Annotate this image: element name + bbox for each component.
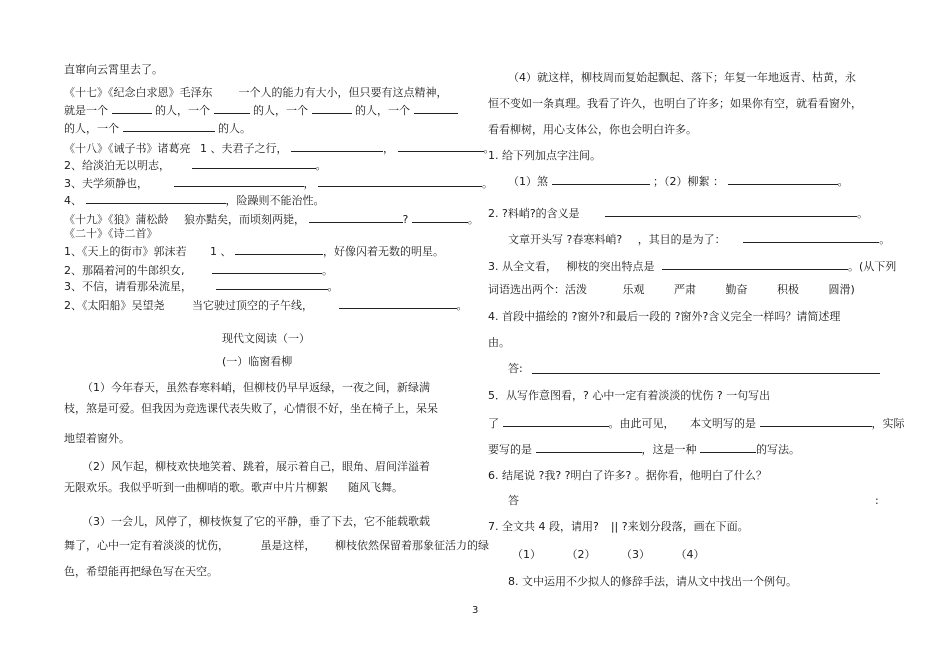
text-fragment: 3、不信，请看那朵流星， xyxy=(64,280,192,293)
text-fragment: 。 xyxy=(467,213,479,226)
text-fragment: ，其目的是为了： xyxy=(637,233,726,246)
blank[interactable] xyxy=(339,297,457,309)
answer-colon: : xyxy=(875,494,879,507)
text-fragment: 了 xyxy=(488,417,499,430)
question-line xyxy=(488,283,855,297)
text-fragment: 。由此可见， xyxy=(608,417,675,430)
section-slot[interactable]: （4） xyxy=(675,548,705,561)
text-fragment: 舞了，心中一定有着淡淡的忧伤， xyxy=(64,539,229,552)
blank[interactable] xyxy=(760,415,872,427)
blank[interactable] xyxy=(216,278,328,290)
option: 积极 xyxy=(777,283,799,296)
text-line xyxy=(64,192,325,208)
text-line xyxy=(64,211,479,227)
paragraph-line: （4）就这样，柳枝周而复始起飘起、落下；年复一年地返青、枯黄，永 xyxy=(508,71,856,84)
blank[interactable] xyxy=(318,175,482,187)
section-title: 现代文阅读（一） xyxy=(222,332,310,345)
blank[interactable] xyxy=(552,173,650,185)
text-fragment: 。 xyxy=(483,142,495,155)
question-1: 1. 给下列加点字注间。 xyxy=(488,149,601,162)
section-subtitle: (一）临窗看柳 xyxy=(222,355,293,368)
text-line xyxy=(64,278,339,294)
paragraph-line: （2）风乍起，柳枝欢快地笑着、跳着，展示着自己，眼角、眉间洋溢着 xyxy=(82,460,430,473)
text-fragment: 一个人的能力有大小，但只要有这点精神， xyxy=(238,86,448,99)
blank[interactable] xyxy=(662,258,848,270)
blank[interactable] xyxy=(86,192,226,204)
text-fragment: 7. 全文共 4 段，请用? xyxy=(488,520,599,533)
text-fragment: 。(从下列 xyxy=(848,260,897,273)
text-fragment: 柳枝依然保留着那象征活力的绿 xyxy=(335,539,489,552)
heading-20: 《二十》《诗二首》 xyxy=(64,227,158,240)
text-fragment: 的人。 xyxy=(218,122,251,135)
blank[interactable] xyxy=(123,120,215,132)
text-fragment: 1 、 xyxy=(210,245,232,258)
blank[interactable] xyxy=(700,441,756,453)
option: 圆滑) xyxy=(828,283,855,296)
section-slot[interactable]: （3） xyxy=(621,548,650,561)
question-5: 5．从写作意图看，? 心中一定有着淡淡的忧伤 ? 一句写出 xyxy=(488,389,771,402)
text-fragment: ， xyxy=(383,142,394,155)
text-line xyxy=(64,102,458,118)
text-fragment: 的人，一个 xyxy=(253,104,308,117)
text-fragment: 3. 从全文看， xyxy=(488,260,557,273)
blank[interactable] xyxy=(312,102,352,114)
text-line xyxy=(64,262,333,278)
question-8: 8. 文中运用不少拟人的修辞手法，请从文中找出一个例句。 xyxy=(508,575,797,588)
blank[interactable] xyxy=(212,262,322,274)
blank[interactable] xyxy=(536,441,642,453)
text-fragment: 当它驶过顶空的子午线， xyxy=(192,299,313,312)
option: 乐观 xyxy=(622,283,645,296)
text-fragment: 。 xyxy=(879,233,891,246)
blank[interactable] xyxy=(309,211,403,223)
answer-label: 答: xyxy=(508,362,523,375)
text-fragment: 。 xyxy=(857,207,869,220)
text-line xyxy=(64,86,448,100)
answer-line[interactable] xyxy=(532,373,880,374)
answer-label: 答 xyxy=(508,494,519,507)
text-fragment: 2. ?料峭?的含义是 xyxy=(488,207,580,220)
paragraph-line: 看看柳树，用心支体公，你也会明白许多。 xyxy=(488,123,697,136)
text-fragment: 的写法。 xyxy=(756,443,800,456)
text-fragment: 1、《天上的街市》郭沫若 xyxy=(64,245,187,258)
paragraph-line: 地望着窗外。 xyxy=(64,432,130,445)
text-line xyxy=(64,175,493,191)
text-fragment: 4、 xyxy=(64,194,82,207)
blank[interactable] xyxy=(214,102,250,114)
text-fragment: 2、给淡泊无以明志， xyxy=(64,159,170,172)
text-fragment: 本文明写的是 xyxy=(690,417,756,430)
text-fragment: 狼亦黠矣，而顷刻两毙， xyxy=(184,213,305,226)
paragraph-line: （1）今年春天，虽然春寒料峭，但柳枝仍早早返绿，一夜之间，新绿满 xyxy=(82,381,430,394)
blank[interactable] xyxy=(605,205,857,217)
question-6: 6. 结尾说 ?我? ?明白了许多? 。据你看，他明白了什么？ xyxy=(488,469,767,482)
heading-17: 《十七》《纪念白求恩》毛泽东 xyxy=(64,86,213,99)
question-line xyxy=(488,441,800,457)
section-slot[interactable]: （1） xyxy=(512,548,541,561)
paragraph-line xyxy=(64,539,489,553)
question-4: 4. 首段中描绘的 ?窗外?和最后一段的 ?窗外?含义完全一样吗？请简述理 xyxy=(488,310,841,323)
section-slot[interactable]: （2） xyxy=(566,548,596,561)
question-2 xyxy=(488,205,868,221)
blank[interactable] xyxy=(503,415,609,427)
option: 严肃 xyxy=(674,283,696,296)
blank[interactable] xyxy=(412,211,468,223)
question-line xyxy=(508,173,849,189)
text-fragment: 。 xyxy=(315,159,327,172)
text-line xyxy=(64,297,468,313)
text-fragment: ? xyxy=(402,213,409,226)
text-fragment: ，这是一种 xyxy=(641,443,697,456)
text-fragment: 。 xyxy=(327,280,339,293)
text-fragment: 的人，一个 xyxy=(64,122,119,135)
paragraph-line: 枝，煞是可爱。但我因为竞选课代表失败了，心情很不好，坐在椅子上，呆呆 xyxy=(64,402,438,415)
text-fragment: 的人，一个 xyxy=(155,104,210,117)
question-3 xyxy=(488,258,896,274)
blank[interactable] xyxy=(174,175,304,187)
text-fragment: 2、那隔着河的牛郎织女, xyxy=(64,264,185,277)
text-fragment: 词语选出两个：活泼 xyxy=(488,283,587,296)
text-fragment: ，实际 xyxy=(871,417,905,430)
paragraph-line: 色，希望能再把绿色写在天空。 xyxy=(64,565,218,578)
question-line: 由。 xyxy=(488,336,510,349)
text-line xyxy=(64,140,495,156)
question-7 xyxy=(488,520,749,534)
text-fragment: 虽是这样， xyxy=(260,539,316,552)
text-line xyxy=(64,157,327,173)
text-fragment: 文章开头写 ?春寒料峭? xyxy=(508,233,623,246)
text-fragment: 的人，一个 xyxy=(355,104,410,117)
text-fragment: （1）煞 xyxy=(508,175,548,188)
text-fragment: 柳枝的突出特点是 xyxy=(566,260,655,273)
text-fragment: 。 xyxy=(322,264,333,277)
blank[interactable] xyxy=(398,140,484,152)
question-line xyxy=(508,231,890,247)
blank[interactable] xyxy=(291,140,383,152)
text-fragment: 3、夫学须静也， xyxy=(64,177,148,190)
blank[interactable] xyxy=(235,243,323,255)
paragraph-line: （3）一会儿，风停了，柳枝恢复了它的平静，垂了下去，它不能载歌载 xyxy=(82,515,430,528)
text-line: 直窜向云霄里去了。 xyxy=(64,63,163,76)
question-line xyxy=(512,548,705,562)
option: 勤奋 xyxy=(725,283,748,296)
blank[interactable] xyxy=(743,231,879,243)
text-fragment: 2、《太阳船》吴望尧 xyxy=(64,299,165,312)
text-fragment: 就是一个 xyxy=(64,104,108,117)
blank[interactable] xyxy=(414,102,458,114)
text-fragment: 。 xyxy=(456,299,468,312)
text-fragment: 随风飞舞。 xyxy=(348,481,403,494)
text-fragment: ，好像闪着无数的明星。 xyxy=(323,245,444,258)
text-fragment: 要写的是 xyxy=(488,443,532,456)
paragraph-line: 恒不变如一条真理。我看了许久，也明白了许多；如果你有空，就看看窗外， xyxy=(488,97,862,110)
blank[interactable] xyxy=(192,157,316,169)
question-line xyxy=(488,415,905,431)
blank[interactable] xyxy=(112,102,152,114)
page-number: 3 xyxy=(472,605,479,616)
heading-18: 《十八》《诫子书》诸葛亮 xyxy=(64,142,191,155)
text-fragment: || ?来划分段落，画在下面。 xyxy=(610,520,749,533)
text-fragment: 。 xyxy=(482,177,493,190)
text-fragment: ；（2）柳絮 ： xyxy=(653,175,724,188)
text-fragment: 1 、夫君子之行， xyxy=(200,142,288,155)
text-fragment: 。 xyxy=(837,175,849,188)
blank[interactable] xyxy=(728,173,838,185)
text-fragment: ， xyxy=(303,177,315,190)
heading-19: 《十九》《狼》蒲松龄 xyxy=(64,213,169,226)
text-fragment: ，险躁则不能治性。 xyxy=(225,194,325,207)
text-fragment: 无限欢乐。我似乎听到一曲柳哨的歌。歌声中片片柳絮 xyxy=(64,481,328,494)
text-line xyxy=(64,120,251,136)
paragraph-line xyxy=(64,481,403,495)
text-line xyxy=(64,243,444,259)
